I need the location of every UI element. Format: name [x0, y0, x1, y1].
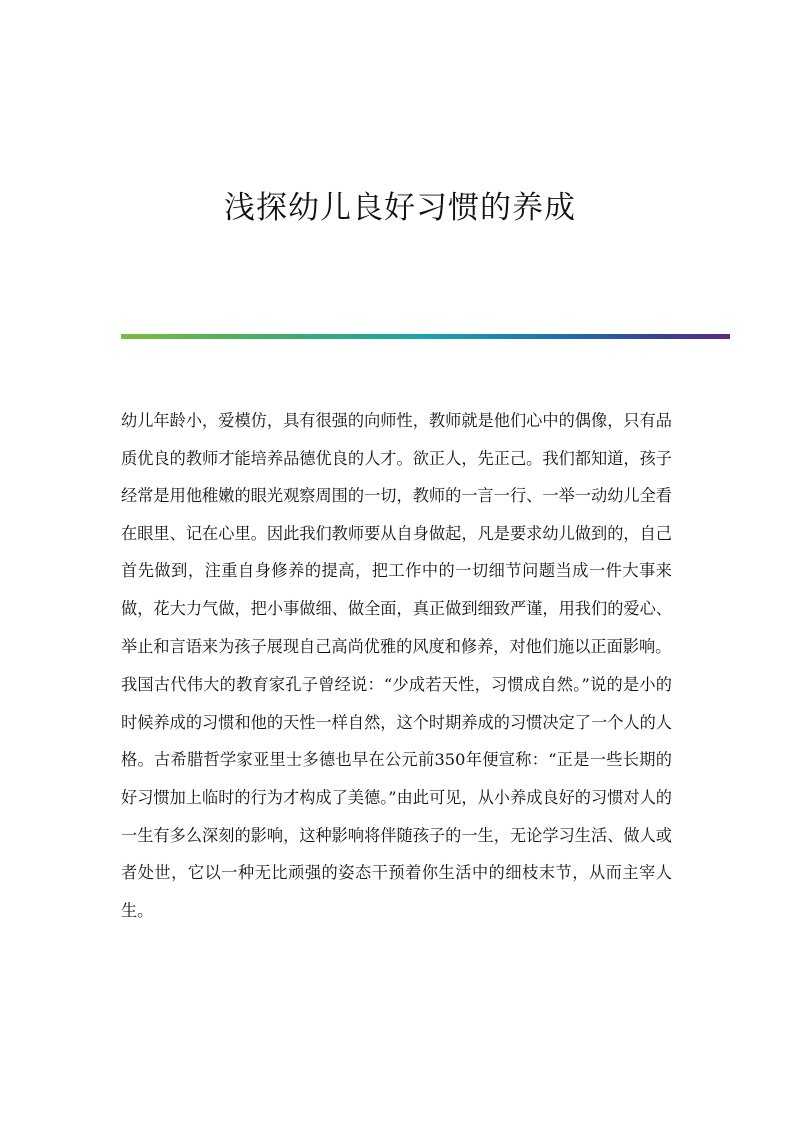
- document-body: [121, 402, 672, 929]
- title-divider: [121, 334, 730, 339]
- paragraph-2: 我国古代伟大的教育家孔子曾经说：“少成若天性，习惯成自然。”说的是小的时候养成的习惯和他的天性一样自然，这个时期养成的习惯决定了一个人的人格。古希腊哲学家亚里士多德也早在公元前350年便宣称：“正是一些长期的好习惯加上临时的行为才构成了美德。”由此可见，从小养成良好的习惯对人的一生有多么深刻的影响，这种影响将伴随孩子的一生，无论学习生活、做人或者处世，它以一种无比顽强的姿态干预着你生活中的细枝末节，从而主宰人生。: [121, 675, 672, 920]
- paragraph-1: 幼儿年龄小，爱模仿，具有很强的向师性，教师就是他们心中的偶像，只有品质优良的教师才能培养品德优良的人才。欲正人，先正己。我们都知道，孩子经常是用他稚嫩的眼光观察周围的一切，教师的一言一行、一举一动幼儿全看在眼里、记在心里。因此我们教师要从自身做起，凡是要求幼儿做到的，自己首先做到，注重自身修养的提高，把工作中的一切细节问题当成一件大事来做，花大力气做，把小事做细、做全面，真正做到细致严谨，用我们的爱心、举止和言语来为孩子展现自己高尚优雅的风度和修养，对他们施以正面影响。: [121, 411, 672, 656]
- document-title: 浅探幼儿良好习惯的养成: [224, 190, 576, 226]
